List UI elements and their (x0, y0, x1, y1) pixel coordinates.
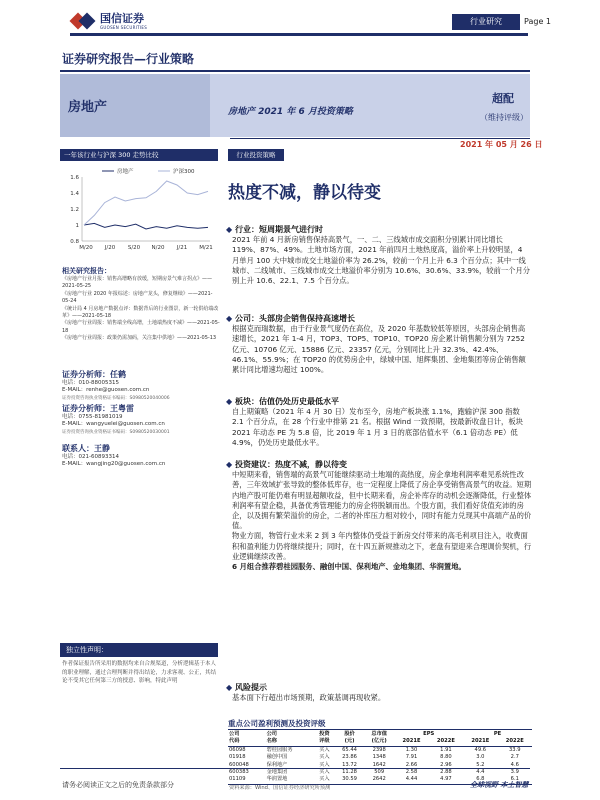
table-header-cell: (元) (344, 738, 355, 745)
contact-email[interactable]: E-MAIL：wangjing20@guosen.com.cn (62, 461, 166, 468)
table-cell: 融创中国 (266, 754, 288, 761)
y-tick-label: 1.6 (70, 175, 79, 181)
table-header-cell: 代码 (229, 738, 240, 745)
contact-name: 王静 (94, 444, 110, 453)
table-cell: 1348 (372, 754, 386, 761)
x-tick-label: J/21 (176, 245, 188, 251)
rating: 超配 (492, 92, 514, 105)
table-cell: 6.1 (510, 776, 519, 783)
series-line-csi300 (84, 181, 208, 225)
table-cell: 30.59 (342, 776, 357, 783)
analyst-email[interactable]: E-MAIL：wangyuelei@guosen.com.cn (62, 421, 165, 428)
table-cell: 1.91 (440, 746, 452, 753)
header-rule (70, 33, 528, 36)
table-cell: 买入 (319, 746, 330, 753)
company-logo (70, 12, 147, 30)
analyst-role: 证券分析师： (62, 404, 110, 413)
section-company: ◆ 公司：头部房企销售保持高速增长 根据克而瑞数据，由于行业景气度仍在高位，及 2020 年基数较低等原因，头部房企销售高速增长，2021 年 1-4 月，TOP3、TOP5、TOP10、TOP20 房企累计销售额分别为 7252 亿元、10706 亿元、15886 亿元、23357 亿元，分别同比上升 32.3%、42.4%、46.1%、55.9%；在 TOP20 的优势房企中，绿城中国、旭辉集团、金地集团等房企销售额累计同比增速均超过 100%。 (226, 314, 532, 375)
table-cell: 华润置地 (266, 776, 288, 783)
section-heading: 风险提示 (234, 683, 267, 692)
table-cell: 7.91 (405, 754, 418, 761)
series-line-real-estate (84, 223, 208, 229)
page-number: Page 1 (524, 17, 551, 26)
table-header-cell: (亿元) (371, 738, 387, 745)
logo-english: GUOSEN SECURITIES (100, 24, 148, 30)
table-top-rule (228, 729, 532, 730)
table-cell: 2398 (372, 746, 386, 753)
related-report-item[interactable]: 《统计局 4 月房地产数据点评：数据背后的行业图景，新一轮供给端改革》——2021-05-18 (62, 305, 219, 320)
table-cell: 4.6 (510, 761, 519, 768)
table-cell: 保利地产 (266, 761, 288, 768)
table-cell: 06098 (229, 746, 246, 753)
analyst-role: 证券分析师： (62, 370, 110, 379)
section-paragraph: 2021 年前 4 月新房销售保持高景气，一、二、三线城市成交面积分别累计同比增长 119%、87%、49%。土地市场方面，2021 年前四月土地热度高，溢价率上升较明显，4 月单月 100 大中城市成交土地溢价率为 26.2%，较前一个月上升 6.3 个百分点；其中一线城市、二线城市、三线城市成交土地溢价率分别为 10.6%、30.6%、33.9%，较前一个月分别上升 10.6、22.1、7.5 个百分点。 (232, 235, 531, 286)
analyst-block (62, 371, 220, 402)
performance-chart (60, 163, 218, 256)
related-report-item[interactable]: 《房地产行业 2020 年报综述：房地产龙头，修复继续》——2021-05-24 (62, 290, 213, 305)
analyst-tel: 电话：010-88005315 (62, 380, 119, 387)
table-cell: 5.2 (476, 761, 485, 768)
table-header-cell: 公司 (266, 731, 277, 737)
table-cell: 2.58 (405, 769, 418, 776)
analyst-name: 王粤雷 (110, 404, 134, 413)
legend-label: 沪深300 (173, 169, 195, 175)
legend-label: 房地产 (117, 169, 134, 175)
logo-diamond-icon (70, 12, 96, 30)
section-paragraph: 中短期来看，销售端的高景气可能继续驱动土地端的高热度，房企拿地利润率难见系统性改善，三年效域扩张导致的整体低库存，也一定程度上降低了房企享受销售高景气的收益。短期内地产股可能仍难有明显超额收益，但中长期来看，房企补库存的动机会逐渐降低，行业整体利润率有望企稳，具备优秀管理能力的房企将脱颖而出。个股方面，我们看好货值充沛的房企，以及拥有繁荣溢价的房企，二者的补库压力相对较小，同时有能力兑现其中高端产品的价值。 (232, 470, 532, 531)
table-cell: 2.7 (510, 754, 519, 761)
section-heading: 行业：短周期景气进行时 (234, 225, 323, 234)
section-paragraph: 基本面下行超出市场预期，政策基调再现收紧。 (232, 693, 386, 703)
table-header-cell: 2021E (471, 738, 490, 745)
section-risk: ◆ 风险提示 基本面下行超出市场预期，政策基调再现收紧。 (226, 683, 532, 703)
table-cell: 1642 (372, 761, 386, 768)
analyst-block (62, 405, 220, 436)
table-cell: 4.44 (405, 776, 418, 783)
section-paragraph: 6 月组合推荐碧桂园服务、融创中国、保利地产、金地集团、华润置地。 (232, 562, 466, 572)
table-cell: 49.6 (474, 746, 487, 753)
table-cell: 509 (374, 769, 385, 776)
table-cell: 买入 (319, 776, 330, 783)
table-cell: 4.97 (440, 776, 452, 783)
section-investment: ◆ 投资建议：热度不减，静以待变 中短期来看，销售端的高景气可能继续驱动土地端的高热度，房企拿地利润率难见系统性改善，三年效域扩张导致的整体低库存，也一定程度上降低了房企享受销售高景气的收益。短期内地产股可能仍难有明显超额收益，但中长期来看，房企补库存的动机会逐渐降低，行业整体利润率有望企稳，具备优秀管理能力的房企将脱颖而出。个股方面，我们看好货值充沛的房企，以及拥有繁荣溢价的房企，二者的补库压力相对较小，同时有能力兑现其中高端产品的价值。 物业方面，物管行业未来 2 到 3 年内整体仍受益于新房交付带来的高毛利项目注入，收费面积和盈利能力仍将继续提升；同时，在十四五新规推动之下，老盘有望迎来合理调价契机，行业逻辑继续改善。 6 月组合推荐碧桂园服务、融创中国、保利地产、金地集团、华润置地。 (226, 460, 532, 572)
section-heading: 公司：头部房企销售保持高速增长 (234, 314, 355, 323)
related-reports-list (62, 276, 220, 343)
contact-block (62, 445, 220, 469)
table-header-cell: EPS (423, 731, 435, 737)
table-cell: 01918 (229, 754, 246, 761)
table-source: 资料来源：Wind、国信证券经济研究所预测 (229, 784, 331, 791)
table-header-cell: 投资 (319, 731, 330, 737)
section-industry: ◆ 行业：短周期景气进行时 2021 年前 4 月新房销售保持高景气，一、二、三线城市成交面积分别累计同比增长 119%、87%、49%。土地市场方面，2021 年前四月土地热度高，溢价率上升较明显，4 月单月 100 大中城市成交土地溢价率为 26.2%，较前一个月上升 6.3 个百分点；其中一线城市、二线城市、三线城市成交土地溢价率分别为 10.6%、30.6%、33.9%，较前一个月分别上升 10.6、22.1、7.5 个百分点。 (226, 225, 531, 286)
section-paragraph: 根据克而瑞数据，由于行业景气度仍在高位，及 2020 年基数较低等原因，头部房企销售高速增长，2021 年 1-4 月，TOP3、TOP5、TOP10、TOP20 房企累计销售额分别为 7252 亿元、10706 亿元、15886 亿元、23357 亿元，分别同比上升 32.3%、42.4%、46.1%、55.9%；在 TOP20 的优势房企中，绿城中国、旭辉集团、金地集团等房企销售额累计同比增速均超过 100%。 (232, 324, 526, 375)
industry-name: 房地产 (68, 100, 108, 115)
y-tick-label: 1.2 (70, 207, 79, 213)
section-paragraph: 自上期策略（2021 年 4 月 30 日）发布至今，房地产板块涨 1.1%，跑输沪深 300 指数 2.1 个百分点，在 28 个行业中排第 21 名。根据 Wind 一致预期，按最新收盘日计，板块 2021 年动态 PE 为 5.8 倍，比 2019 年 1 月 3 日的底部估值水平（6.1 倍动态 PE）低 4.9%，仍处历史最低水平。 (232, 407, 523, 447)
related-report-item[interactable]: 《房地产行业周报：销售端全线高增，土地端热度不减》——2021-05-18 (62, 320, 220, 334)
table-cell: 金地集团 (266, 769, 288, 776)
table-cell: 6.8 (476, 776, 485, 783)
table-cell: 1.30 (405, 746, 418, 753)
table-cell: 3.0 (476, 754, 485, 761)
table-header-cell: PE (493, 731, 502, 737)
table-cell: 2.66 (405, 761, 418, 768)
table-cell: 买入 (319, 761, 330, 768)
table-cell: 3.9 (510, 769, 519, 776)
y-tick-label: 1.4 (70, 191, 79, 197)
table-cell: 600048 (229, 761, 249, 768)
table-header-cell: 总市值 (371, 731, 387, 737)
y-tick-label: 1 (75, 223, 79, 229)
table-cell: 买入 (319, 754, 330, 761)
y-tick-label: 0.8 (70, 239, 79, 245)
independence-title: 独立性声明： (60, 643, 218, 657)
table-title: 重点公司盈利预测及投资评级 (228, 719, 326, 728)
table-cell: 33.9 (508, 746, 521, 753)
table-cell: 买入 (319, 769, 330, 776)
table-cell: 01109 (229, 776, 246, 783)
contact-tel: 电话：021-60893314 (62, 454, 119, 461)
table-header-cell: 2021E (402, 738, 421, 745)
table-header-cell: 评级 (319, 738, 330, 745)
section-sector: ◆ 板块：估值仍处历史最低水平 自上期策略（2021 年 4 月 30 日）发布至今，房地产板块涨 1.1%，跑输沪深 300 指数 2.1 个百分点，在 28 个行业中排第 21 名。根据 Wind 一致预期，按最新收盘日计，板块 2021 年动态 PE 为 5.8 倍，比 2019 年 1 月 3 日的底部估值水平（6.1 倍动态 PE）低 4.9%，仍处历史最低水平。 (226, 397, 532, 448)
main-title: 热度不减，静以待变 (228, 183, 381, 203)
related-report-item[interactable]: 《房地产行业月报：销售高增略有放缓，短期房景气难言拐点》——2021-05-25 (62, 276, 213, 290)
table-header-row (228, 738, 532, 746)
table-header-cell: 名称 (266, 738, 277, 745)
report-title: 房地产 2021 年 6 月投资策略 (228, 107, 353, 117)
analyst-tel: 电话：0755-81981019 (62, 414, 123, 421)
table-cell: 2.88 (440, 769, 452, 776)
table-cell: 65.44 (342, 746, 357, 753)
analyst-name: 任鹤 (110, 370, 126, 379)
section-tag: 行业投资策略 (228, 149, 284, 161)
x-tick-label: S/20 (127, 245, 141, 251)
x-tick-label: M/20 (79, 245, 93, 251)
chart-svg (60, 163, 218, 256)
table-cell: 13.72 (342, 761, 357, 768)
table-cell: 碧桂园服务 (266, 746, 293, 753)
table-cell: 600383 (229, 769, 249, 776)
table-header-cell: 2022E (505, 738, 524, 745)
disclaimer-note: 请务必阅读正文之后的免责条款部分 (62, 781, 174, 789)
table-header-cell: 公司 (229, 731, 240, 737)
section-paragraph: 物业方面，物管行业未来 2 到 3 年内整体仍受益于新房交付带来的高毛利项目注入，收费面积和盈利能力仍将继续提升；同时，在十四五新规推动之下，老盘有望迎来合理调价契机，行业逻辑继续改善。 (232, 531, 532, 561)
report-date: 2021 年 05 月 26 日 (460, 140, 543, 149)
table-cell: 23.86 (342, 754, 357, 761)
independence-text: 作者保证报告所采用的数据均来自合规渠道，分析逻辑基于本人的职业理解，通过合理判断并得出结论，力求客观、公正，其结论不受其它任何第三方的授意、影响，特此声明 (62, 661, 217, 685)
related-report-item[interactable]: 《房地产行业周报：政策仍需加码，关注集中供地》——2021-05-13 (62, 335, 217, 342)
table-cell: 2642 (372, 776, 386, 783)
footer-rule (60, 768, 530, 769)
x-tick-label: J/20 (104, 245, 116, 251)
contact-role: 联系人： (62, 444, 94, 453)
header-tag: 行业研究 (452, 14, 520, 30)
table-header-cell: 股价 (344, 731, 355, 737)
logo-name: 国信证券 (100, 11, 144, 25)
analyst-email[interactable]: E-MAIL：renhe@guosen.com.cn (62, 387, 150, 394)
table-row (228, 754, 532, 761)
table-cell: 4.4 (476, 769, 485, 776)
report-series: 证券研究报告—行业策略 (62, 52, 195, 66)
table-cell: 11.28 (342, 769, 357, 776)
footer-slogan: 全球视野 本土智慧 (470, 781, 529, 789)
table-header-cell: 2022E (436, 738, 455, 745)
rating-note: （维持评级） (480, 113, 528, 122)
x-tick-label: N/20 (151, 245, 165, 251)
table-cell: 8.80 (440, 754, 452, 761)
section-heading: 投资建议：热度不减，静以待变 (234, 460, 347, 469)
analyst-license: 证券投资咨询执业资格证书编码：S0980520040006 (62, 395, 170, 401)
section-heading: 板块：估值仍处历史最低水平 (234, 397, 339, 406)
series-rule (60, 70, 530, 72)
chart-title: 一年该行业与沪深 300 走势比较 (60, 149, 218, 161)
x-tick-label: M/21 (199, 245, 213, 251)
table-cell: 2.96 (440, 761, 452, 768)
related-reports-title: 相关研究报告： (62, 267, 111, 275)
analyst-license: 证券投资咨询执业资格证书编码：S0980520030001 (62, 429, 170, 435)
